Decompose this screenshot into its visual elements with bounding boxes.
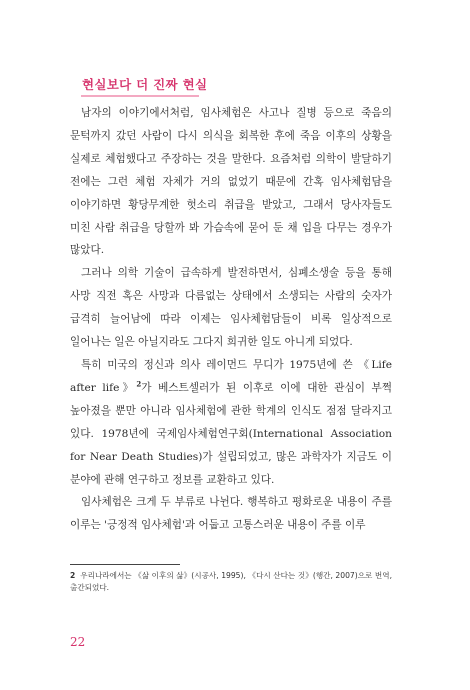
section-title: 현실보다 더 진짜 현실 (82, 77, 208, 92)
footnote-number: 2 (70, 571, 76, 580)
paragraph (70, 354, 392, 491)
paragraph-text: 가 베스트셀러가 된 이후로 이에 대한 관심이 부쩍 높아졌을 뿐만 아니라 임사체험에 관한 학계의 인식도 점점 달라지고 있다. 1978년에 국제임사체험연구회(International Association for Near Death Studies)가 설립되었고, 많은 과학자가 지금도 이 분야에 관해 연구하고 정보를 교환하고 있다. (70, 381, 392, 486)
footnote-text: 우리나라에서는 《삶 이후의 삶》(시공사, 1995), 《다시 산다는 것》(행간, 2007)으로 번역, 출간되었다. (70, 571, 392, 592)
page-number: 22 (70, 635, 86, 649)
paragraph: 남자의 이야기에서처럼, 임사체험은 사고나 질병 등으로 죽음의 문턱까지 갔던 사람이 다시 의식을 회복한 후에 죽음 이후의 상황을 실제로 체험했다고 주장하는 것을 말한다. 요즘처럼 의학이 발달하기 전에는 그런 체험 자체가 거의 없었기 때문에 간혹 임사체험담을 이야기하면 황당무계한 헛소리 취급을 받았고, 그래서 당사자들도 미친 사람 취급을 당할까 봐 가슴속에 묻어 둔 채 입을 다무는 경우가 많았다. (70, 107, 392, 257)
paragraph: 임사체험은 크게 두 부류로 나뉜다. 행복하고 평화로운 내용이 주를 이루는 '긍정적 임사체험'과 어둡고 고통스러운 내용이 주를 이루 (70, 496, 392, 532)
footnote-reference[interactable]: 2 (136, 379, 142, 389)
paragraph: 그러나 의학 기술이 급속하게 발전하면서, 심폐소생술 등을 통해 사망 직전 혹은 사망과 다름없는 상태에서 소생되는 사람의 숫자가 급격히 늘어남에 따라 이제는 임사체험담들이 비록 일상적으로 일어나는 일은 아닐지라도 그다지 희귀한 일도 아니게 되었다. (70, 267, 392, 349)
paragraph-text: 특히 미국의 정신과 의사 레이먼드 무디가 1975년에 쓴 《Life after life》 (70, 358, 392, 394)
footnote-divider (70, 564, 180, 565)
footnote (70, 570, 392, 594)
section-title-underline (81, 95, 199, 97)
body-text (70, 102, 392, 537)
